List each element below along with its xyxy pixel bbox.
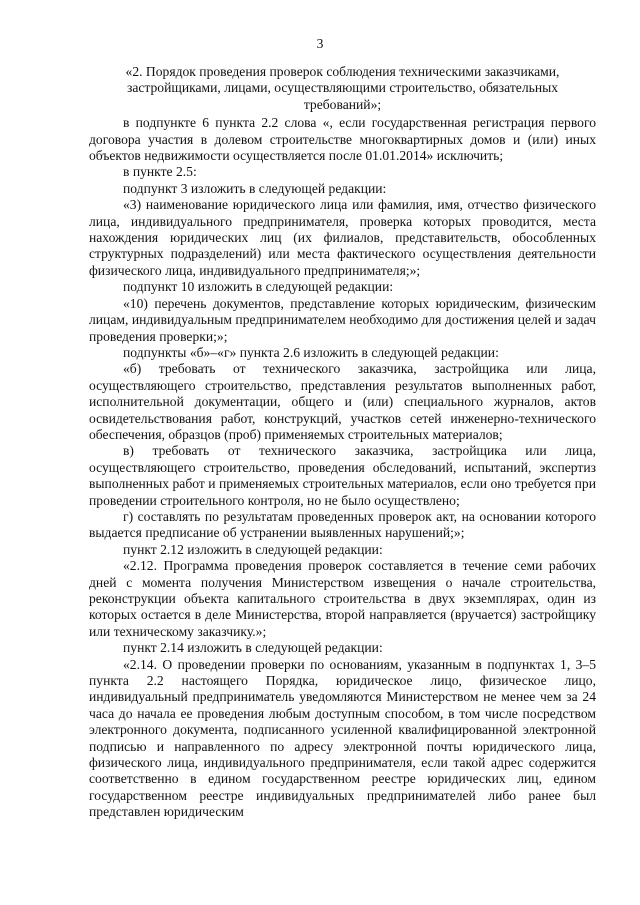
paragraph: подпункт 10 изложить в следующей редакции:: [123, 279, 394, 295]
paragraph: в пункте 2.5:: [123, 164, 197, 180]
paragraph: «3) наименование юридического лица или фамилия, имя, отчество физического лица, индивидуального предпринимателя, проверка которых проводится, места нахождения юридических лиц (их филиалов, представительств, обособленных структурных подразделений) или места фактического осуществления деятельности физического лица, индивидуального предпринимателя;»;: [89, 197, 596, 278]
paragraph: подпункты «б»–«г» пункта 2.6 изложить в следующей редакции:: [123, 344, 499, 360]
paragraph: в подпункте 6 пункта 2.2 слова «, если государственная регистрация первого договора участия в долевом строительстве многоквартирных домов и (или) иных объектов недвижимости осуществляется после 01.01.2014» исключить;: [89, 115, 596, 164]
page-number: 3: [316, 36, 324, 51]
paragraph: «2.12. Программа проведения проверок составляется в течение семи рабочих дней с момента получения Министерством извещения о начале строительства, реконструкции объекта капитального строительства в двух экземплярах, один из которых остается в деле Министерства, второй направляется (вручается) застройщику или техническому заказчику.»;: [89, 558, 596, 639]
paragraph: «10) перечень документов, представление которых юридическим, физическим лицам, индивидуальным предпринимателем необходимо для достижения целей и задач проведения проверки;»;: [89, 295, 596, 344]
paragraph: «2.14. О проведении проверки по основаниям, указанным в подпунктах 1, 3–5 пункта 2.2 настоящего Порядка, юридическое лицо, физическое лицо, индивидуальный предприниматель уведомляются Министерством не менее чем за 24 часа до начала ее проведения любым доступным способом, в том числе посредством электронного документа, подписанного усиленной квалифицированной электронной подписью и направленного по адресу электронной почты юридического лица, физического лица, индивидуального предпринимателя, если такой адрес содержится соответственно в едином государственном реестре юридических лиц, едином государственном реестре индивидуальных предпринимателей либо ранее был представлен юридическим: [89, 656, 596, 820]
heading-line: застройщиками, лицами, осуществляющими строительство, обязательных: [126, 80, 559, 96]
paragraph: «б) требовать от технического заказчика, застройщика или лица, осуществляющего строительство, представления результатов выполненных работ, исполнительной документации, общего и (или) специального журналов, актов освидетельствования работ, конструкций, участков сетей инженерно-технического обеспечения, образцов (проб) применяемых строительных материалов;: [89, 361, 596, 442]
paragraph: г) составлять по результатам проведенных проверок акт, на основании которого выдается предписание об устранении выявленных нарушений;»;: [89, 508, 596, 541]
document-body: [89, 64, 596, 821]
paragraph: в) требовать от технического заказчика, застройщика или лица, осуществляющего строительство, проведения обследований, испытаний, экспертиз выполненных работ и применяемых строительных материалов, если оно требуется при проведении строительного контроля, но не было осуществлено;: [89, 443, 596, 508]
paragraph: подпункт 3 изложить в следующей редакции:: [123, 180, 387, 196]
paragraph: пункт 2.14 изложить в следующей редакции:: [123, 640, 383, 656]
section-heading: [89, 64, 596, 113]
heading-line: требований»;: [303, 96, 382, 112]
heading-line: «2. Порядок проведения проверок соблюдения техническими заказчиками,: [125, 64, 560, 79]
paragraph: пункт 2.12 изложить в следующей редакции:: [123, 541, 383, 557]
